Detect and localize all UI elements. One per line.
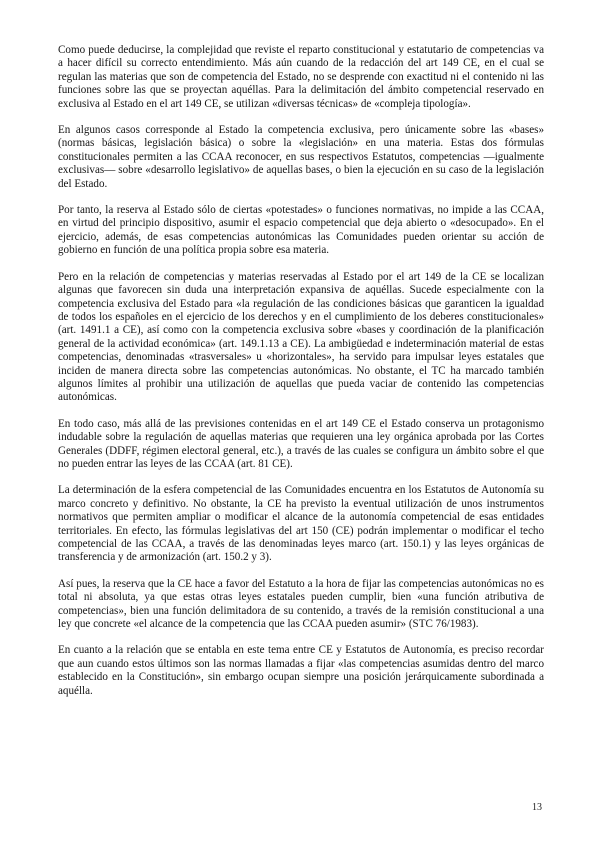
paragraph-2: En algunos casos corresponde al Estado la competencia exclusiva, pero únicamente sobre las «bases» (normas básicas, legislación básica) o sobre la «legislación» en una materia. Estas dos fórmulas constitucionales permiten a las CCAA reconocer, en sus respectivos Estatutos, competencias —igualmente exclusivas— sobre «desarrollo legislativo» de aquellas bases, o bien la ejecución en su caso de la legislación del Estado. xyxy=(58,124,544,190)
paragraph-4: Pero en la relación de competencias y materias reservadas al Estado por el art 149 de la CE se localizan algunas que favorecen sin duda una interpretación expansiva de aquéllas. Sucede especialmente con la competencia exclusiva del Estado para «la regulación de las condiciones básicas que garanticen la igualdad de todos los españoles en el ejercicio de los derechos y en el cumplimiento de los deberes constitucionales» (art. 1491.1 a CE), así como con la competencia exclusiva sobre «bases y coordinación de la planificación general de la actividad económica» (art. 149.1.13 a CE). La ambigüedad e indeterminación material de estas competencias, denominadas «trasversales» u «horizontales», ha servido para impulsar leyes estatales que inciden de manera directa sobre las competencias autonómicas. No obstante, el TC ha marcado también algunos límites al prohibir una utilización de aquellas que pueda vaciar de contenido las competencias autonómicas. xyxy=(58,270,544,404)
paragraph-3: Por tanto, la reserva al Estado sólo de ciertas «potestades» o funciones normativas, no impide a las CCAA, en virtud del principio dispositivo, asumir el espacio competencial que deja abierto o «desocupado». En el ejercicio, además, de esas competencias autonómicas las Comunidades pueden orientar su acción de gobierno en función de una política propia sobre esa materia. xyxy=(58,204,544,257)
paragraph-8: En cuanto a la relación que se entabla en este tema entre CE y Estatutos de Autonomía, es preciso recordar que aun cuando estos últimos son las normas llamadas a fijar «las competencias asumidas dentro del marco establecido en la Constitución», sin embargo ocupan siempre una posición jerárquicamente subordinada a aquélla. xyxy=(58,644,544,697)
paragraph-5: En todo caso, más allá de las previsiones contenidas en el art 149 CE el Estado conserva un protagonismo indudable sobre la regulación de aquellas materias que requieren una ley orgánica aprobada por las Cortes Generales (DDFF, régimen electoral general, etc.), a través de las cuales se configura un ámbito sobre el que no pueden entrar las leyes de las CCAA (art. 81 CE). xyxy=(58,417,544,470)
paragraph-6: La determinación de la esfera competencial de las Comunidades encuentra en los Estatutos de Autonomía su marco concreto y definitivo. No obstante, la CE ha previsto la eventual utilización de unos instrumentos normativos que permiten ampliar o modificar el alcance de la autonomía competencial de esas entidades territoriales. En efecto, las fórmulas legislativas del art 150 (CE) podrán implementar o modificar el techo competencial de las CCAA, a través de las denominadas leyes marco (art. 150.1) y las leyes orgánicas de transferencia y de armonización (art. 150.2 y 3). xyxy=(58,484,544,564)
page-number: 13 xyxy=(532,802,542,813)
paragraph-1: Como puede deducirse, la complejidad que reviste el reparto constitucional y estatutario de competencias va a hacer difícil su correcto entendimiento. Más aún cuando de la redacción del art 149 CE, en el cual se regulan las materias que son de competencia del Estado, no se desprende con exactitud ni el contenido ni las funciones sobre las que se proyectan aquéllas. Para la delimitación del ámbito competencial reservado en exclusiva al Estado en el art 149 CE, se utilizan «diversas técnicas» de «compleja tipología». xyxy=(58,44,544,110)
document-body xyxy=(58,44,544,711)
paragraph-7: Así pues, la reserva que la CE hace a favor del Estatuto a la hora de fijar las competencias autonómicas no es total ni absoluta, ya que estas otras leyes estatales pueden cumplir, bien «una función atributiva de competencias», bien una función delimitadora de su contenido, a través de la remisión constitucional a una ley que concrete «el alcance de la competencia que las CCAA pueden asumir» (STC 76/1983). xyxy=(58,577,544,631)
